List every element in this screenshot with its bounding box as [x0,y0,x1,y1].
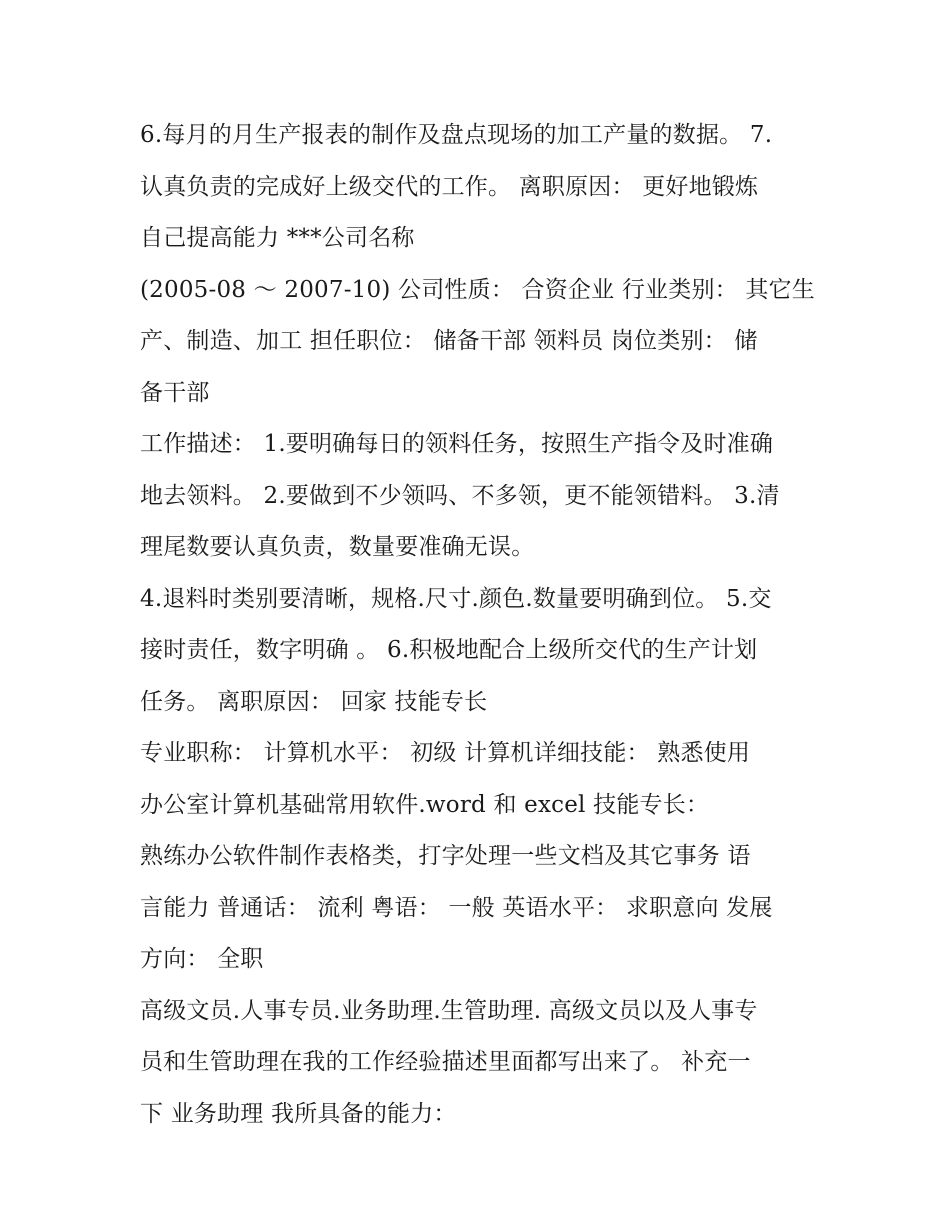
text-line: 专业职称： 计算机水平： 初级 计算机详细技能： 熟悉使用 [140,740,751,766]
text-line: 4.退料时类别要清晰，规格.尺寸.颜色.数量要明确到位。 5.交 [140,585,772,612]
text-line: 言能力 普通话： 流利 粤语： 一般 英语水平： 求职意向 发展 [140,894,773,921]
text-line: 自己提高能力 ***公司名称 [140,225,415,251]
text-line: 下 业务助理 我所具备的能力： [140,1100,457,1127]
text-line: 备干部 [140,379,210,406]
text-line: 方向： 全职 [140,946,264,972]
text-line: 熟练办公软件制作表格类，打字处理一些文档及其它事务 语 [140,843,751,869]
text-line: 理尾数要认真负责，数量要准确无误。 [140,534,535,560]
text-line: (2005-08 ～ 2007-10) 公司性质： 合资企业 行业类别： 其它生 [140,276,815,303]
text-line: 办公室计算机基础常用软件.word 和 excel 技能专长： [140,791,710,818]
text-line: 工作描述： 1.要明确每日的领料任务，按照生产指令及时准确 [140,431,774,457]
body-text [140,110,820,1140]
text-line: 6.每月的月生产报表的制作及盘点现场的加工产量的数据。 7. [140,122,773,148]
text-line: 高级文员.人事专员.业务助理.生管助理. 高级文员以及人事专 [140,997,758,1024]
text-line: 员和生管助理在我的工作经验描述里面都写出来了。 补充一 [140,1049,751,1075]
text-line: 认真负责的完成好上级交代的工作。 离职原因： 更好地锻炼 [140,173,759,200]
text-line: 任务。 离职原因： 回家 技能专长 [140,688,488,715]
text-line: 地去领料。 2.要做到不少领吗、不多领，更不能领错料。 3.清 [140,482,780,509]
text-line: 接时责任，数字明确 。 6.积极地配合上级所交代的生产计划 [140,637,758,663]
text-line: 产、制造、加工 担任职位： 储备干部 领料员 岗位类别： 储 [140,328,758,354]
